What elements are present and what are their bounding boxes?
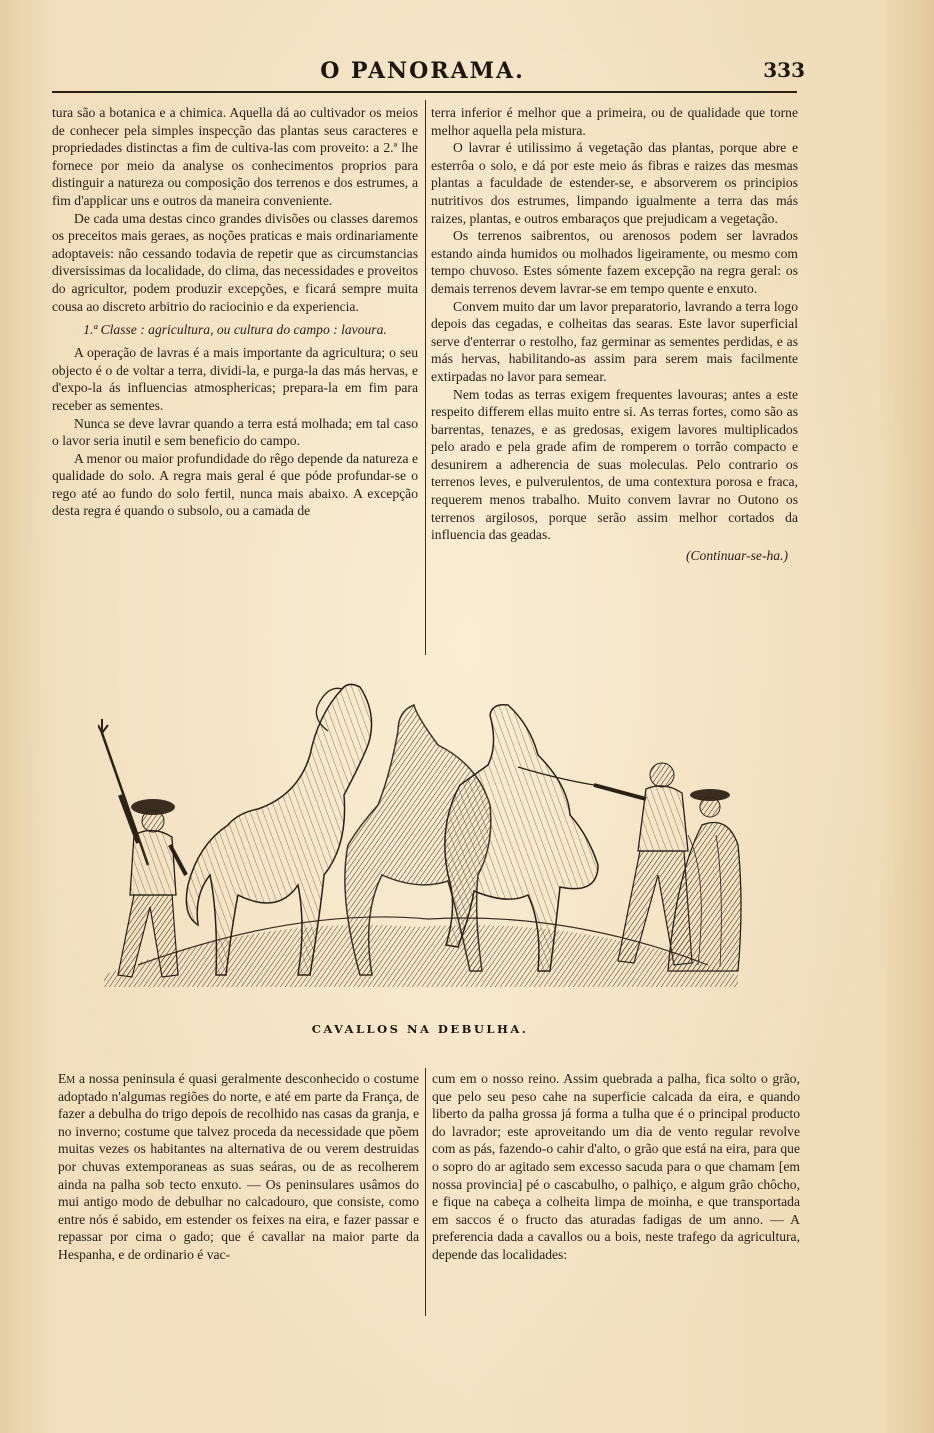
paragraph: De cada uma destas cinco grandes divisões ou classes daremos os preceitos mais geraes, as noções praticas e mais ordinariamente adoptaveis: não cessando todavia de repetir que as circumstancias diversissimas da localidade, do clima, das necessidades e proveitos do agricultor, podem produzir excepções, e ficará sempre muita cousa ao discreto arbitrio do raciocinio e da experiencia. [52,210,418,314]
continuation-note: (Continuar-se-ha.) [685,547,788,563]
column-divider-bottom [425,1068,426,1316]
paragraph: Convem muito dar um lavor preparatorio, lavrando a terra logo depois das cegadas, e colheitas das searas. Este lavor superficial serve d'enterrar o restolho, faz germinar as sementes perdidas, e as más hervas, habilitando-as assim para serem mais facilmente extirpadas no lavor para semear. [431,298,798,384]
drop-cap: Em [58,1071,76,1086]
publication-title: O PANORAMA. [320,58,525,84]
paragraph: cum em o nosso reino. Assim quebrada a palha, fica solto o grão, que pelo seu peso cahe na superficie calcada da eira, e quando liberto da palha grossa já forma a tulha que é o principal producto do lavrador; este aproveitando um dia de vento regular revolve com as pás, fazendo-o cahir d'alto, o grão que está na eira, para que o sopro do ar agitado sem excesso sacuda para o que chamam [em nossa provincia] pé o cascabulho, o palhiço, e algum grão chôcho, e fique na cabeça a colheita limpa de moinha, e que transportada em saccos é o fructo das aturadas fadigas de um anno. — A preferencia dada a cavallos ou a bois, neste trafego da agricultura, depende das localidades: [432,1071,800,1262]
horses-threshing-engraving [98,675,744,995]
paragraph [58,1070,419,1264]
man-with-pitchfork [98,719,186,977]
section-heading: 1.ª Classe : agricultura, ou cultura do campo : lavoura. [83,322,387,338]
page-number: 333 [763,58,805,82]
top-left-column [52,104,418,660]
page-header [50,56,805,86]
paragraph: A menor ou maior profundidade do rêgo depende da natureza e qualidade do solo. A regra mais geral é que póde profundar-se o rego até ao fundo do solo fertil, nunca mais abaixo. A excepção desta regra é quando o subsolo, ou a camada de [52,450,418,519]
paragraph: Nem todas as terras exigem frequentes lavouras; antes a este respeito differem ellas muito entre si. As terras fortes, como são as barrentas, tenazes, e as gredosas, exigem lavores multiplicados pelo arado e pela grade afim de romperem o torrão compacto e desunirem a adherencia de suas moleculas. Pelo contrario os terrenos leves, e pulverulentos, de uma contextura porosa e fraca, requerem menos trabalho. Muito convem lavrar no Outono os terrenos argilosos, porque serão assim melhor cortados da influencia das geadas. [431,386,798,543]
paragraph-text: a nossa peninsula é quasi geralmente desconhecido o costume adoptado n'algumas regiões do norte, e até em parte da França, de fazer a debulha do trigo depois de recolhido nas casas da granja, e no inverno; costume que talvez proceda da necessidade que põem muitas vezes os habitantes na alternativa de ou verem destruidas por chuvas extemporaneas as suas seáras, ou de as recolherem ainda na palha sob tecto enxuto. — Os peninsulares usâmos do mui antigo modo de debulhar no calcadouro, que consiste, como entre nós é sabido, em estender os feixes na eira, e fazer passar e repassar por cima o gado; que é cavallar na maior parte da Hespanha, e de ordinario é vac- [58,1071,419,1262]
ground-straw [104,925,738,987]
paragraph: Os terrenos saibrentos, ou arenosos podem ser lavrados estando ainda humidos ou molhados ligeiramente, ou mesmo com tempo chuvoso. Estes sómente fazem excepção na regra geral: os demais terrenos devem lavrar-se em tempo quente e enxuto. [431,228,798,296]
illustration-caption: CAVALLOS NA DEBULHA. [311,1022,529,1036]
paragraph: A operação de lavras é a mais importante da agricultura; o seu objecto é o de voltar a terra, dividi-la, e purga-la das más hervas, e d'expo-la ás influencias atmosphericas; prepara-la em fim para receber as sementes. [52,345,418,413]
paragraph: terra inferior é melhor que a primeira, ou de qualidade que torne melhor aquella pela mistura. [431,105,798,138]
paragraph: tura são a botanica e a chimica. Aquella dá ao cultivador os meios de conhecer pela simples inspecção das plantas seus caracteres e propriedades distinctas a fim de cultiva-las com proveito: a 2.ª lhe fornece por meio da analyse os conhecimentos proprios para distinguir a natureza ou composição dos terrenos e dos estrumes, a fim d'applicar uns e outros da maneira conveniente. [52,105,418,208]
top-right-column [431,104,798,660]
column-divider-top [425,100,426,655]
bottom-right-column [432,1070,800,1322]
paragraph: O lavrar é utilissimo á vegetação das plantas, porque abre e esterrôa o solo, e dá por este meio ás fibras e raizes das mesmas plantas a faculdade de estender-se, e absorverem os principios nutritivos dos estrumes, limpando igualmente a terra das más raizes, plantas, e outros embaraços que prejudicam a vegetação. [431,140,798,226]
bottom-left-column [58,1070,419,1322]
header-rule [52,91,797,93]
paragraph: Nunca se deve lavrar quando a terra está molhada; em tal caso o lavor seria inutil e sem beneficio do campo. [52,415,418,449]
